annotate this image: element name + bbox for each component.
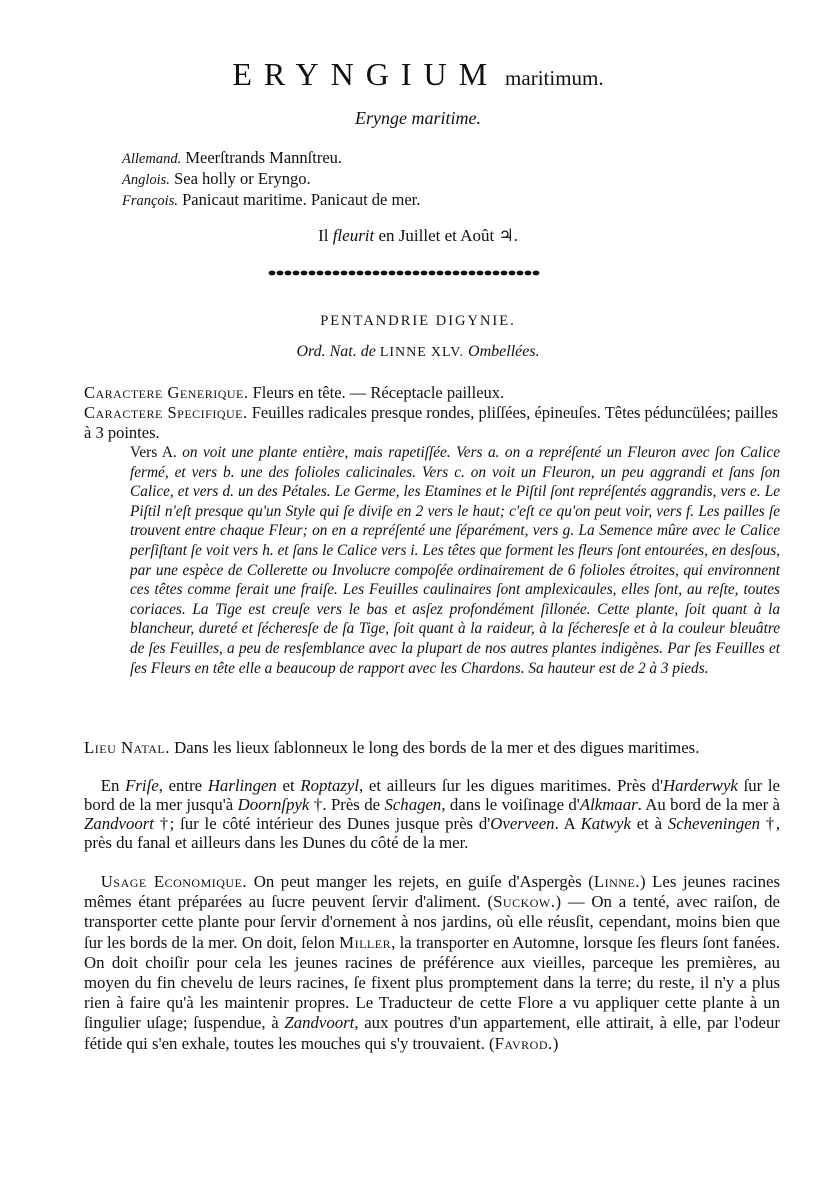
order-author: LINNE [379, 345, 427, 360]
name-value: Sea holly or Eryngo. [174, 169, 311, 188]
ornament-bead [509, 271, 516, 276]
specific-character [84, 403, 780, 443]
text-run: , et ailleurs ſur les digues maritimes. Près d' [359, 776, 663, 795]
ornament-bead [333, 271, 340, 276]
ornament-bead [525, 271, 532, 276]
order-number: XLV. [430, 345, 465, 360]
place-name: Harlingen [207, 776, 277, 795]
ornament-bead [429, 271, 436, 276]
place-name: Friſe [125, 776, 159, 795]
name-value: Meerſtrands Mannſtreu. [185, 148, 343, 167]
ornament-bead [277, 271, 284, 276]
text-run: et à [630, 814, 668, 833]
description-lead: Vers A. [130, 444, 177, 461]
place-name: Zandvoort [284, 1013, 355, 1033]
name-value: Panicaut maritime. Panicaut de mer. [182, 190, 421, 209]
text-run: , dans le voiſinage d' [441, 795, 580, 814]
text-run: †; ſur le côté intérieur des Dunes jusque près d' [153, 814, 491, 833]
name-row-french [122, 190, 420, 211]
name-row-english [122, 169, 420, 190]
place-name: Schagen [384, 795, 442, 814]
ornament-bead [445, 271, 452, 276]
ornament-bead [533, 271, 540, 276]
plate-description [130, 443, 780, 678]
flowering-period [0, 226, 836, 246]
flowering-verb: fleurit [332, 226, 375, 245]
usage-label: Usage Economique. [100, 872, 248, 891]
ornament-bead [453, 271, 460, 276]
specific-label: Caractere Specifique. [84, 403, 248, 422]
author-name: Favrod. [494, 1033, 553, 1053]
place-name: Harderwyk [662, 776, 738, 795]
flowering-prefix: Il [318, 226, 329, 245]
habitat-label: Lieu Natal. [84, 738, 170, 757]
generic-character [84, 383, 780, 403]
text-run: ) Les jeunes racines mêmes étant préparées au ſucre peuvent ſervir d'aliment. ( [84, 872, 780, 912]
ornament-bead [373, 271, 380, 276]
species-name: maritimum. [505, 66, 604, 90]
place-name: Zandvoort [84, 814, 154, 833]
linnaean-class: PENTANDRIE DIGYNIE. [320, 313, 516, 329]
ornament-bead [397, 271, 404, 276]
ornament-bead [405, 271, 412, 276]
order-prefix: Ord. Nat. de [296, 343, 376, 360]
ornament-bead [349, 271, 356, 276]
french-name: Erynge maritime. [355, 108, 481, 128]
text-run: †, près du fanal et ailleurs dans les Dunes du côté de la mer. [84, 814, 781, 852]
text-run: . A [554, 814, 581, 833]
order-family: Ombellées. [468, 343, 540, 360]
generic-text: Fleurs en tête. — Réceptacle pailleux. [252, 383, 505, 402]
text-run: On peut manger les rejets, en guiſe d'Aspergès ( [253, 872, 594, 891]
text-run: , la transporter en Automne, lorsque ſes fleurs ſont fanées. On doit choiſir pour cela les jeunes racines de préférence aux vieilles, parceque les premières, au moyen du fin chevelu de leurs racines, ſe fixent plus promptement dans la terre; du reste, il n'y a plus rien à faire qu'à les maintenir propres. Le Traducteur de cette Flore a vu appliquer cette plante à un ſingulier uſage; ſuspendue, à [84, 932, 780, 1033]
habitat-text: Dans les lieux ſablonneux le long des bords de la mer et des digues maritimes. [174, 738, 700, 757]
name-row-german [122, 148, 420, 169]
ornament-bead [421, 271, 428, 276]
description-text: on voit une plante entière, mais rapetiſſée. Vers a. on a repréſenté un Fleuron avec ſon Calice fermé, et vers b. une des folioles calicinales. Vers c. on voit un Fleuron, un peu aggrandi et ſans ſon Calice, et vers d. un des Pétales. Le Germe, les Etamines et le Piſtil ſont repréſentés aggrandis, vers e. Le Piſtil n'eſt presque qu'un Style qui ſe diviſe en 2 vers le haut; c'eſt ce qu'on peut voir, vers f. Les pailles ſe trouvent entre chaque Fleur; on en a repréſenté une ſéparément, vers g. La Semence mûre avec le Calice perſiſtant ſe voit vers h. et ſans le Calice vers i. Les têtes que forment les fleurs ſont entourées, en desſous, par une espèce de Collerette ou Involucre compoſée ordinairement de 6 folioles étroites, qui environnent ces têtes comme ferait une fraiſe. Les Feuilles caulinaires ſont amplexicaules, elles ſont, au reſte, toutes coriaces. La Tige est creuſe vers le bas et asſez profondément ſillonée. Cette plante, ſoit quant à la blancheur, dureté et ſécheresſe de ſa Tige, ſoit quant à la raideur, à la ſécheresſe et à la couleur bleuâtre de ſes Feuilles, a peu de resſemblance avec la plupart de nos autres plantes indigènes. Par ſes Feuilles et ſes Fleurs en tête elle a beaucoup de rapport avec les Chardons. Sa hauteur est de 2 à 3 pieds. [130, 444, 781, 677]
place-name: Katwyk [580, 814, 631, 833]
usage-section [84, 872, 780, 1054]
text-run: ) — On a tenté, avec raiſon, de transporter cette plante pour ſervir d'ornement à nos jardins, où elle réusſit, cependant, moins bien que ſur les bords de la mer. On doit, ſelon [84, 892, 781, 952]
text-run: , aux poutres d'un appartement, elle attirait, à elle, par l'odeur fétide qui s'en exhale, toutes les mouches qui s'y trouvaient. ( [84, 1013, 780, 1053]
ornament-bead [309, 271, 316, 276]
language-label: Anglois. [122, 172, 170, 188]
ornament-bead [437, 271, 444, 276]
place-name: Alkmaar [579, 795, 638, 814]
ornament-bead [469, 271, 476, 276]
genus-name: ERYNGIUM [232, 56, 500, 92]
ornament-divider [268, 268, 540, 278]
author-name: Miller [339, 932, 392, 952]
text-run: ) [552, 1033, 559, 1053]
ornament-bead [517, 271, 524, 276]
author-name: Suckow. [493, 892, 556, 912]
ornament-bead [293, 271, 300, 276]
ornament-bead [389, 271, 396, 276]
place-name: Roptazyl [300, 776, 360, 795]
flowering-text: en Juillet et Août ♃. [378, 226, 518, 245]
text-run: , entre [158, 776, 208, 795]
ornament-bead [269, 271, 276, 276]
text-run: et [276, 776, 301, 795]
ornament-bead [501, 271, 508, 276]
text-run: . Au bord de la mer à [637, 795, 780, 814]
page-title [0, 56, 836, 93]
ornament-bead [365, 271, 372, 276]
ornament-bead [413, 271, 420, 276]
text-run: En [100, 776, 126, 795]
ornament-bead [493, 271, 500, 276]
place-name: Overveen [490, 814, 555, 833]
ornament-bead [341, 271, 348, 276]
ornament-bead [477, 271, 484, 276]
ornament-bead [285, 271, 292, 276]
place-name: Scheveningen [667, 814, 761, 833]
ornament-bead [381, 271, 388, 276]
ornament-bead [317, 271, 324, 276]
ornament-bead [357, 271, 364, 276]
text-run: †. Près de [309, 795, 385, 814]
natural-order [0, 343, 836, 361]
ornament-bead [485, 271, 492, 276]
specific-text: Feuilles radicales presque rondes, pliſſées, épineuſes. Têtes péduncülées; pailles à 3 pointes. [84, 403, 778, 442]
vernacular-names [122, 148, 420, 211]
habitat-section [84, 738, 780, 757]
ornament-bead [301, 271, 308, 276]
ornament-bead [461, 271, 468, 276]
language-label: François. [122, 193, 178, 209]
characters-section [84, 383, 780, 443]
language-label: Allemand. [122, 151, 182, 167]
text-run: ſur le bord de la mer jusqu'à [84, 776, 781, 814]
ornament-bead [325, 271, 332, 276]
generic-label: Caractere Generique. [84, 383, 249, 402]
localities-section [84, 776, 780, 852]
author-name: Linne. [593, 872, 640, 891]
place-name: Doornſpyk [237, 795, 310, 814]
